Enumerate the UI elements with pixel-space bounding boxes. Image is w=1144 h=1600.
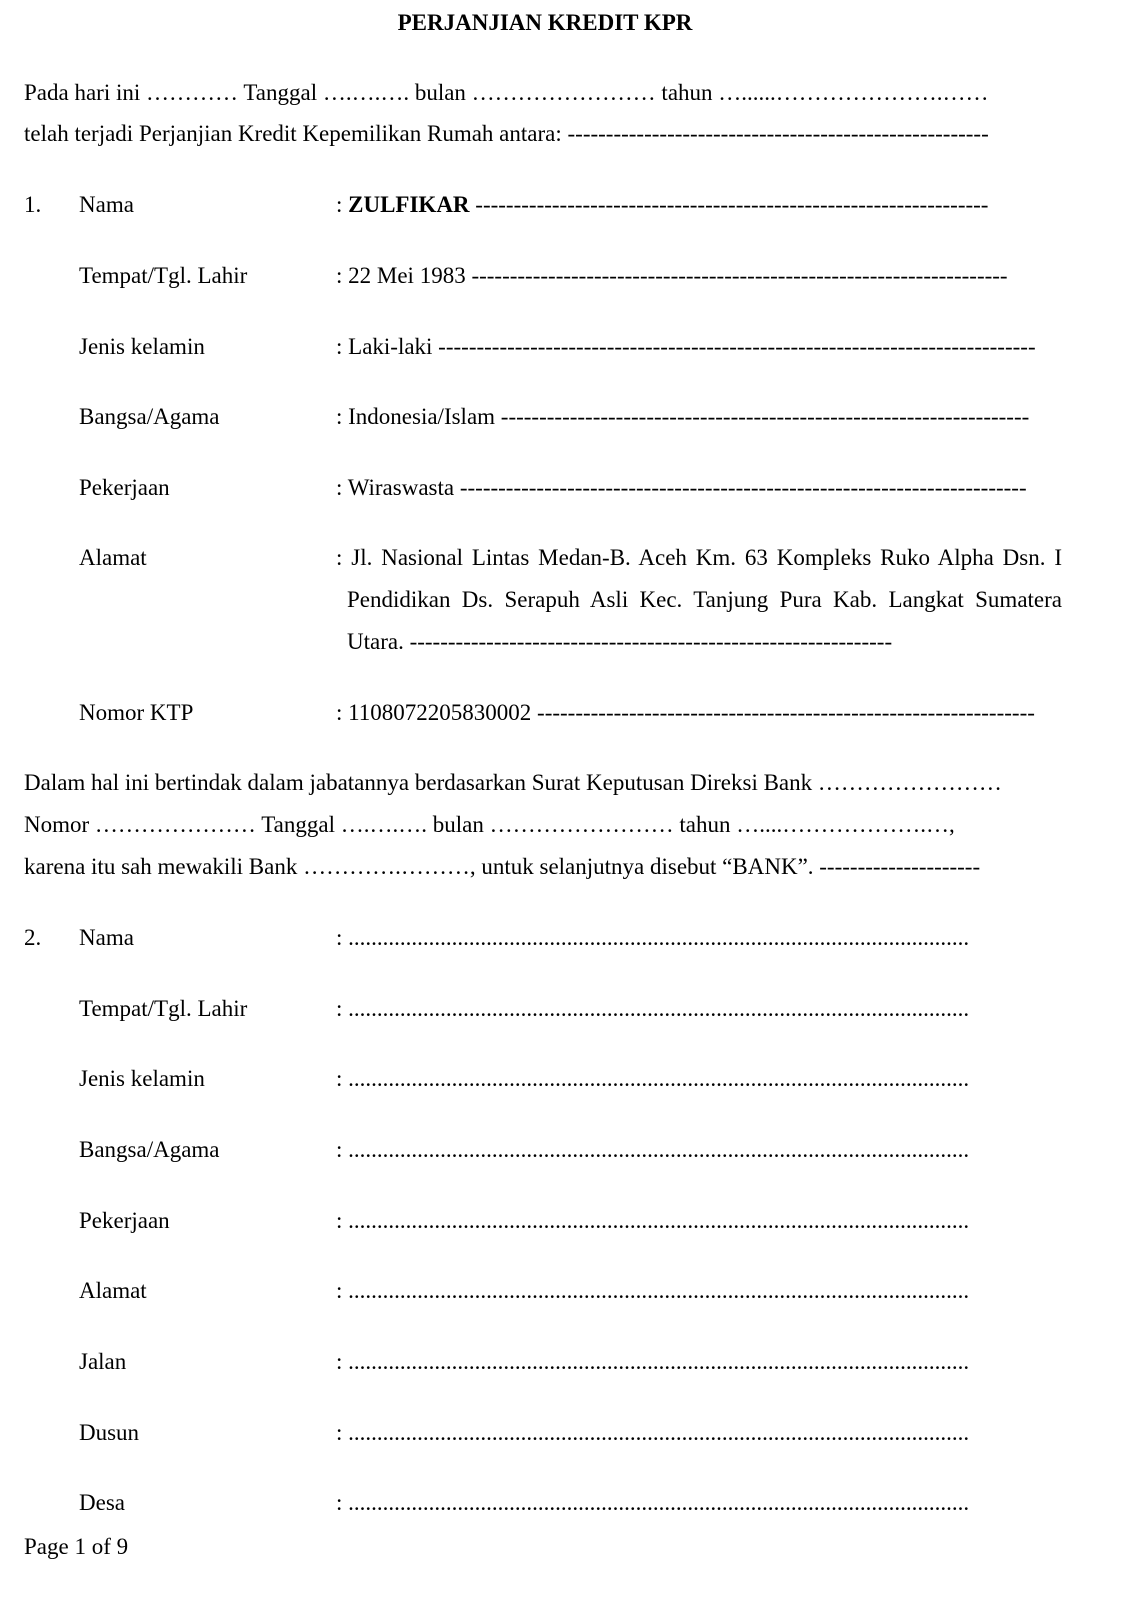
party1-name-value <box>336 190 1060 220</box>
party1-gender-label: Jenis kelamin <box>79 334 205 359</box>
party2-nationality-value: : ............................................................................................................ <box>336 1137 970 1162</box>
party2-address-label: Alamat <box>79 1278 147 1303</box>
party1-nationality-label: Bangsa/Agama <box>79 404 220 429</box>
party2-birth-label: Tempat/Tgl. Lahir <box>79 996 248 1021</box>
party2-address-value: : ............................................................................................................ <box>336 1278 970 1303</box>
name-colon: : <box>336 192 349 217</box>
capacity-line-1: Dalam hal ini bertindak dalam jabatannya berdasarkan Surat Keputusan Direksi Bank …………………… <box>24 770 1002 795</box>
name-dashes: ------------------------------------------------------------------- <box>469 192 989 217</box>
capacity-line-3: karena itu sah mewakili Bank ………….………, untuk selanjutnya disebut “BANK”. --------------------- <box>24 854 981 879</box>
party1-name-label: Nama <box>79 192 134 217</box>
party2-name-value: : ............................................................................................................ <box>336 925 970 950</box>
capacity-line-2: Nomor ………………… Tanggal ….….…. bulan …………………… tahun …....……………….…, <box>24 812 955 837</box>
party2-birth-value: : ............................................................................................................ <box>336 996 970 1021</box>
party1-number: 1. <box>24 192 42 217</box>
intro-line-1: Pada hari ini ………… Tanggal ….….…. bulan …………………… tahun …......………………….…… <box>24 80 989 105</box>
party2-village-label: Desa <box>79 1490 125 1515</box>
party1-nationality-value: : Indonesia/Islam --------------------------------------------------------------------- <box>336 404 1030 429</box>
party2-hamlet-value: : ............................................................................................................ <box>336 1420 970 1445</box>
party1-occupation-value: : Wiraswasta -------------------------------------------------------------------------- <box>336 475 1027 500</box>
party2-street-value: : ............................................................................................................ <box>336 1349 970 1374</box>
page-number: Page 1 of 9 <box>24 1534 129 1559</box>
party2-gender-value: : ............................................................................................................ <box>336 1066 970 1091</box>
party1-occupation-label: Pekerjaan <box>79 475 170 500</box>
party1-address-value: : Jl. Nasional Lintas Medan-B. Aceh Km. 63 Kompleks Ruko Alpha Dsn. I Pendidikan Ds. Serapuh Asli Kec. Tanjung Pura Kab. Langkat Sumatera Utara. --------------------------------------------------------------- <box>336 545 1062 654</box>
party2-nationality-label: Bangsa/Agama <box>79 1137 220 1162</box>
party2-village-value: : ............................................................................................................ <box>336 1490 970 1515</box>
party1-birth-value: : 22 Mei 1983 ---------------------------------------------------------------------- <box>336 263 1008 288</box>
party2-gender-label: Jenis kelamin <box>79 1066 205 1091</box>
party1-name: ZULFIKAR <box>348 192 470 217</box>
party2-number: 2. <box>24 925 42 950</box>
party2-street-label: Jalan <box>79 1349 127 1374</box>
party1-birth-label: Tempat/Tgl. Lahir <box>79 263 248 288</box>
party1-address-label: Alamat <box>79 545 147 570</box>
intro-line-2: telah terjadi Perjanjian Kredit Kepemilikan Rumah antara: ------------------------------------------------------- <box>24 121 989 146</box>
party1-ktp-value: : 1108072205830002 ----------------------------------------------------------------- <box>336 700 1035 725</box>
party2-hamlet-label: Dusun <box>79 1420 140 1445</box>
party1-gender-value: : Laki-laki ------------------------------------------------------------------------------ <box>336 334 1036 359</box>
party2-occupation-value: : ............................................................................................................ <box>336 1208 970 1233</box>
document-title: PERJANJIAN KREDIT KPR <box>397 10 693 35</box>
party2-occupation-label: Pekerjaan <box>79 1208 170 1233</box>
party2-name-label: Nama <box>79 925 134 950</box>
party1-ktp-label: Nomor KTP <box>79 700 194 725</box>
